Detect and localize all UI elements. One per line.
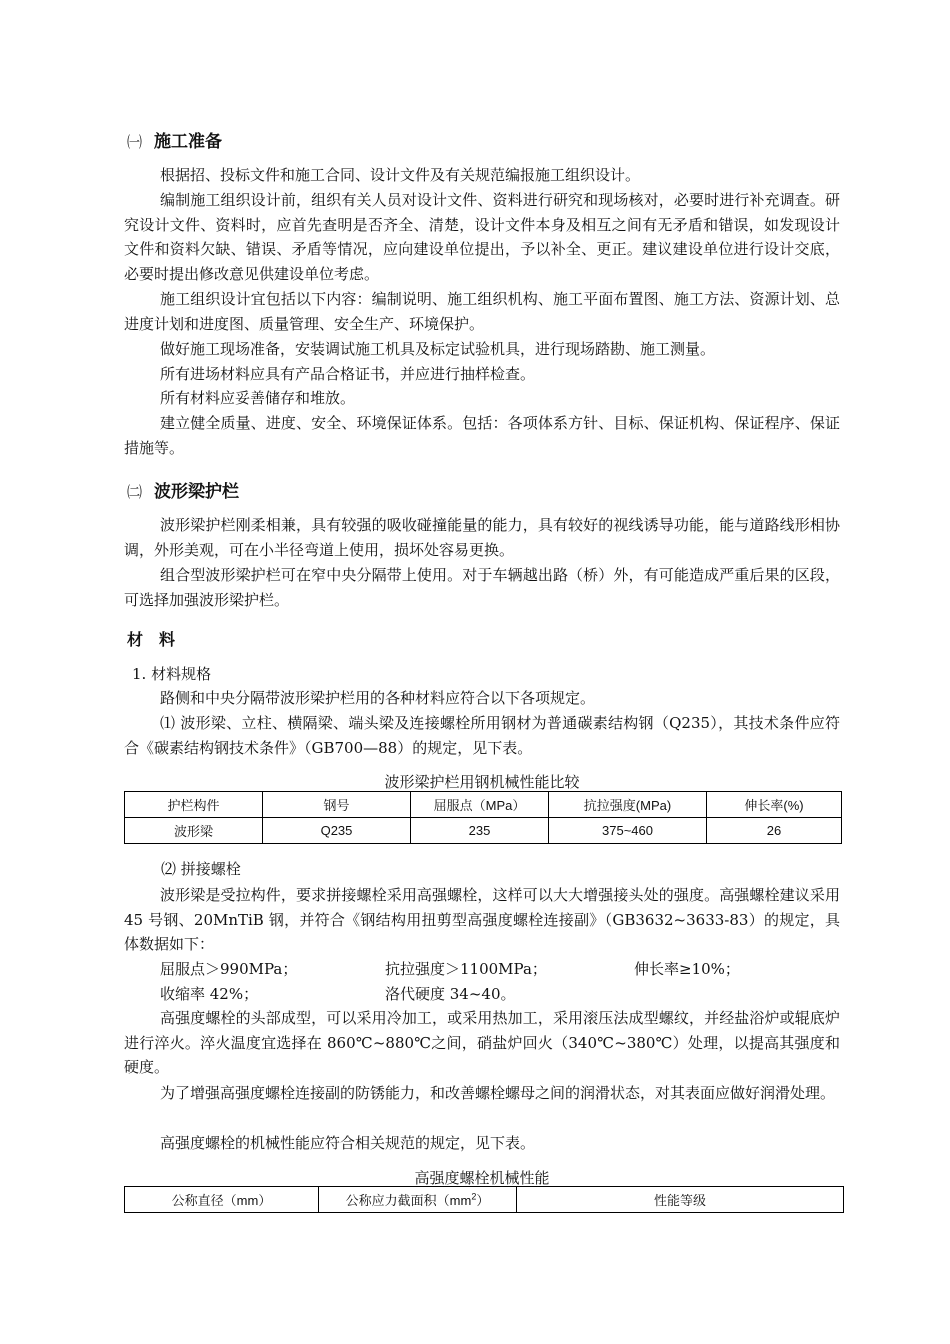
table-header-row	[125, 1187, 844, 1213]
subsection-title: ⑵ 拼接螺栓	[161, 860, 241, 878]
section-heading-2: ㈡ 波形梁护栏	[127, 482, 240, 502]
spec-item: 洛代硬度 34~40。	[385, 985, 516, 1003]
table-header-row	[125, 792, 842, 818]
section-heading-1: ㈠ 施工准备	[127, 132, 223, 152]
table-cell: 波形梁	[125, 818, 263, 844]
paragraph: 编制施工组织设计前，组织有关人员对设计文件、资料进行研究和现场核对，必要时进行补充调查。研究设计文件、资料时，应首先查明是否齐全、清楚，设计文件本身及相互之间有无矛盾和错误，如发现设计文件和资料欠缺、错误、矛盾等情况，应向建设单位提出，予以补全、更正。建议建设单位进行设计交底，必要时提出修改意见供建设单位考虑。	[124, 191, 840, 283]
steel-properties-table	[124, 791, 842, 844]
table-header-cell: 屈服点（MPa）	[411, 792, 549, 818]
spec-item: 屈服点＞990MPa；	[160, 960, 298, 978]
paragraph: 做好施工现场准备，安装调试施工机具及标定试验机具，进行现场踏勘、施工测量。	[160, 340, 716, 358]
paragraph: 高强度螺栓的头部成型，可以采用冷加工，或采用热加工，采用滚压法成型螺纹，并经盐浴炉或辊底炉进行淬火。淬火温度宜选择在 860℃~880℃之间，硝盐炉回火（340℃~380℃）处理，以提高其强度和硬度。	[124, 1009, 840, 1077]
table-caption: 波形梁护栏用钢机械性能比较	[384, 773, 580, 791]
table-cell: 26	[707, 818, 842, 844]
paragraph: 路侧和中央分隔带波形梁护栏用的各种材料应符合以下各项规定。	[160, 689, 596, 707]
paragraph: 所有材料应妥善储存和堆放。	[160, 389, 356, 407]
table-row	[125, 818, 842, 844]
table-header-cell: 护栏构件	[125, 792, 263, 818]
paragraph: 根据招、投标文件和施工合同、设计文件及有关规范编报施工组织设计。	[160, 166, 641, 184]
table-header-cell: 伸长率(%)	[707, 792, 842, 818]
paragraph: 施工组织设计宜包括以下内容：编制说明、施工组织机构、施工平面布置图、施工方法、资源计划、总进度计划和进度图、质量管理、安全生产、环境保护。	[124, 290, 840, 333]
table-header-cell: 公称直径（mm）	[125, 1187, 319, 1213]
table-caption: 高强度螺栓机械性能	[414, 1169, 550, 1187]
paragraph: 组合型波形梁护栏可在窄中央分隔带上使用。对于车辆越出路（桥）外，有可能造成严重后果的区段，可选择加强波形梁护栏。	[124, 566, 840, 609]
table-header-cell: 公称应力截面积$(mm^2)$	[319, 1187, 517, 1213]
bolt-properties-table	[124, 1186, 844, 1213]
subsection-title: 1. 材料规格	[132, 665, 212, 683]
spec-item: 收缩率 42%；	[160, 985, 259, 1003]
table-cell: 235	[411, 818, 549, 844]
paragraph: ⑴ 波形梁、立柱、横隔梁、端头梁及连接螺栓所用钢材为普通碳素结构钢（Q235），其技术条件应符合《碳素结构钢技术条件》（GB700—88）的规定，见下表。	[124, 714, 840, 757]
paragraph: 波形梁是受拉构件，要求拼接螺栓采用高强螺栓，这样可以大大增强接头处的强度。高强螺栓建议采用 45 号钢、20MnTiB 钢，并符合《钢结构用扭剪型高强度螺栓连接副》（GB3632~3633-83）的规定，具体数据如下：	[124, 886, 840, 954]
paragraph: 为了增强高强度螺栓连接副的防锈能力，和改善螺栓螺母之间的润滑状态，对其表面应做好润滑处理。	[160, 1084, 836, 1102]
paragraph: 波形梁护栏刚柔相兼，具有较强的吸收碰撞能量的能力，具有较好的视线诱导功能，能与道路线形相协调，外形美观，可在小半径弯道上使用，损坏处容易更换。	[124, 516, 840, 559]
table-header-cell: 性能等级	[517, 1187, 844, 1213]
materials-heading: 材 料	[127, 630, 176, 649]
table-cell: 375~460	[549, 818, 707, 844]
paragraph: 建立健全质量、进度、安全、环境保证体系。包括：各项体系方针、目标、保证机构、保证程序、保证措施等。	[124, 414, 840, 457]
spec-item: 伸长率≥10%；	[634, 960, 740, 978]
paragraph: 所有进场材料应具有产品合格证书，并应进行抽样检查。	[160, 365, 536, 383]
table-header-cell: 钢号	[263, 792, 411, 818]
table-cell: Q235	[263, 818, 411, 844]
table-header-cell: 抗拉强度(MPa)	[549, 792, 707, 818]
paragraph: 高强度螺栓的机械性能应符合相关规范的规定，见下表。	[160, 1134, 536, 1152]
spec-item: 抗拉强度＞1100MPa；	[385, 960, 547, 978]
